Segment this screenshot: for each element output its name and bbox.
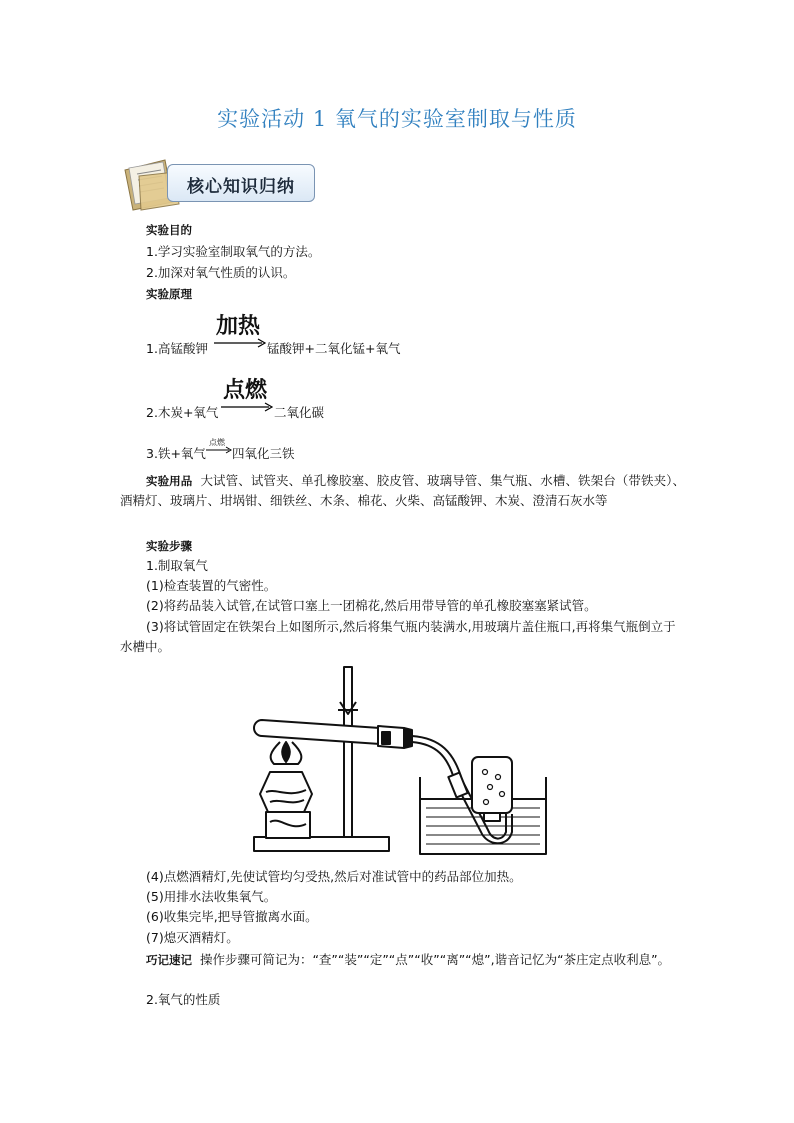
purpose-heading: 实验目的 [146, 223, 192, 237]
badge-label: 核心知识归纳 [187, 177, 295, 197]
reaction-1-arrow-icon [214, 338, 266, 348]
section-badge [119, 152, 319, 212]
steps-sub-2: 2.氧气的性质 [146, 992, 221, 1007]
reaction-1-reactant: 高锰酸钾 [157, 341, 208, 356]
test-tube [254, 720, 380, 744]
step-1: (1)检查装置的气密性。 [146, 578, 277, 593]
purpose-item-2: 2.加深对氧气性质的认识。 [146, 265, 296, 280]
reaction-2-arrow-icon [221, 402, 273, 412]
stand-base [254, 837, 389, 851]
step-3: (3)将试管固定在铁架台上如图所示,然后将集气瓶内装满水,用玻璃片盖住瓶口,再将集气瓶倒立于水槽中。 [120, 619, 676, 654]
apparatus-illustration [240, 662, 560, 862]
stand-rod [344, 667, 352, 837]
reaction-3-reactant: 铁+氧气 [157, 446, 206, 461]
reaction-3-number: 3. [146, 446, 158, 461]
memory-tip [120, 950, 685, 970]
reaction-3-arrow-icon [206, 446, 232, 454]
reaction-2 [146, 403, 218, 421]
steps-sub-1: 1.制取氧气 [146, 558, 208, 573]
memory-tip-text: 操作步骤可简记为：“查”“装”“定”“点”“收”“离”“熄”,谐音记忆为“茶庄定点收利息”。 [199, 952, 671, 967]
page-title: 实验活动 1 氧气的实验室制取与性质 [217, 107, 577, 131]
materials-heading: 实验用品 [146, 474, 193, 488]
reaction-2-product: 二氧化碳 [274, 405, 325, 420]
step-2: (2)将药品装入试管,在试管口塞上一团棉花,然后用带导管的单孔橡胶塞塞紧试管。 [146, 598, 597, 613]
reaction-2-reactant: 木炭+氧气 [157, 405, 219, 420]
reaction-2-number: 2. [146, 405, 158, 420]
reaction-3-condition: 点燃 [209, 438, 225, 447]
flame [282, 742, 290, 762]
step-5: (5)用排水法收集氧气。 [146, 889, 277, 904]
memory-tip-heading: 巧记速记 [146, 953, 192, 967]
reaction-3-product: 四氧化三铁 [232, 446, 295, 461]
reaction-2-condition: 点燃 [223, 377, 268, 403]
reaction-1-number: 1. [146, 341, 158, 356]
step-6: (6)收集完毕,把导管撤离水面。 [146, 909, 318, 924]
reaction-1-condition: 加热 [216, 313, 261, 339]
purpose-item-1: 1.学习实验室制取氧气的方法。 [146, 244, 321, 259]
reaction-1-product: 锰酸钾+二氧化锰+氧气 [267, 341, 401, 356]
reaction-1 [146, 339, 208, 357]
materials-paragraph [120, 471, 685, 511]
principle-heading: 实验原理 [146, 287, 192, 301]
step-4: (4)点燃酒精灯,先使试管均匀受热,然后对准试管中的药品部位加热。 [146, 869, 522, 884]
materials-text: 大试管、试管夹、单孔橡胶塞、胶皮管、玻璃导管、集气瓶、水槽、铁架台（带铁夹）、酒精灯、玻璃片、坩埚钳、细铁丝、木条、棉花、火柴、高锰酸钾、木炭、澄清石灰水等 [120, 473, 685, 508]
badge-box [167, 164, 315, 202]
step-7: (7)熄灭酒精灯。 [146, 930, 239, 945]
steps-heading: 实验步骤 [146, 539, 192, 553]
reaction-3 [146, 444, 206, 462]
